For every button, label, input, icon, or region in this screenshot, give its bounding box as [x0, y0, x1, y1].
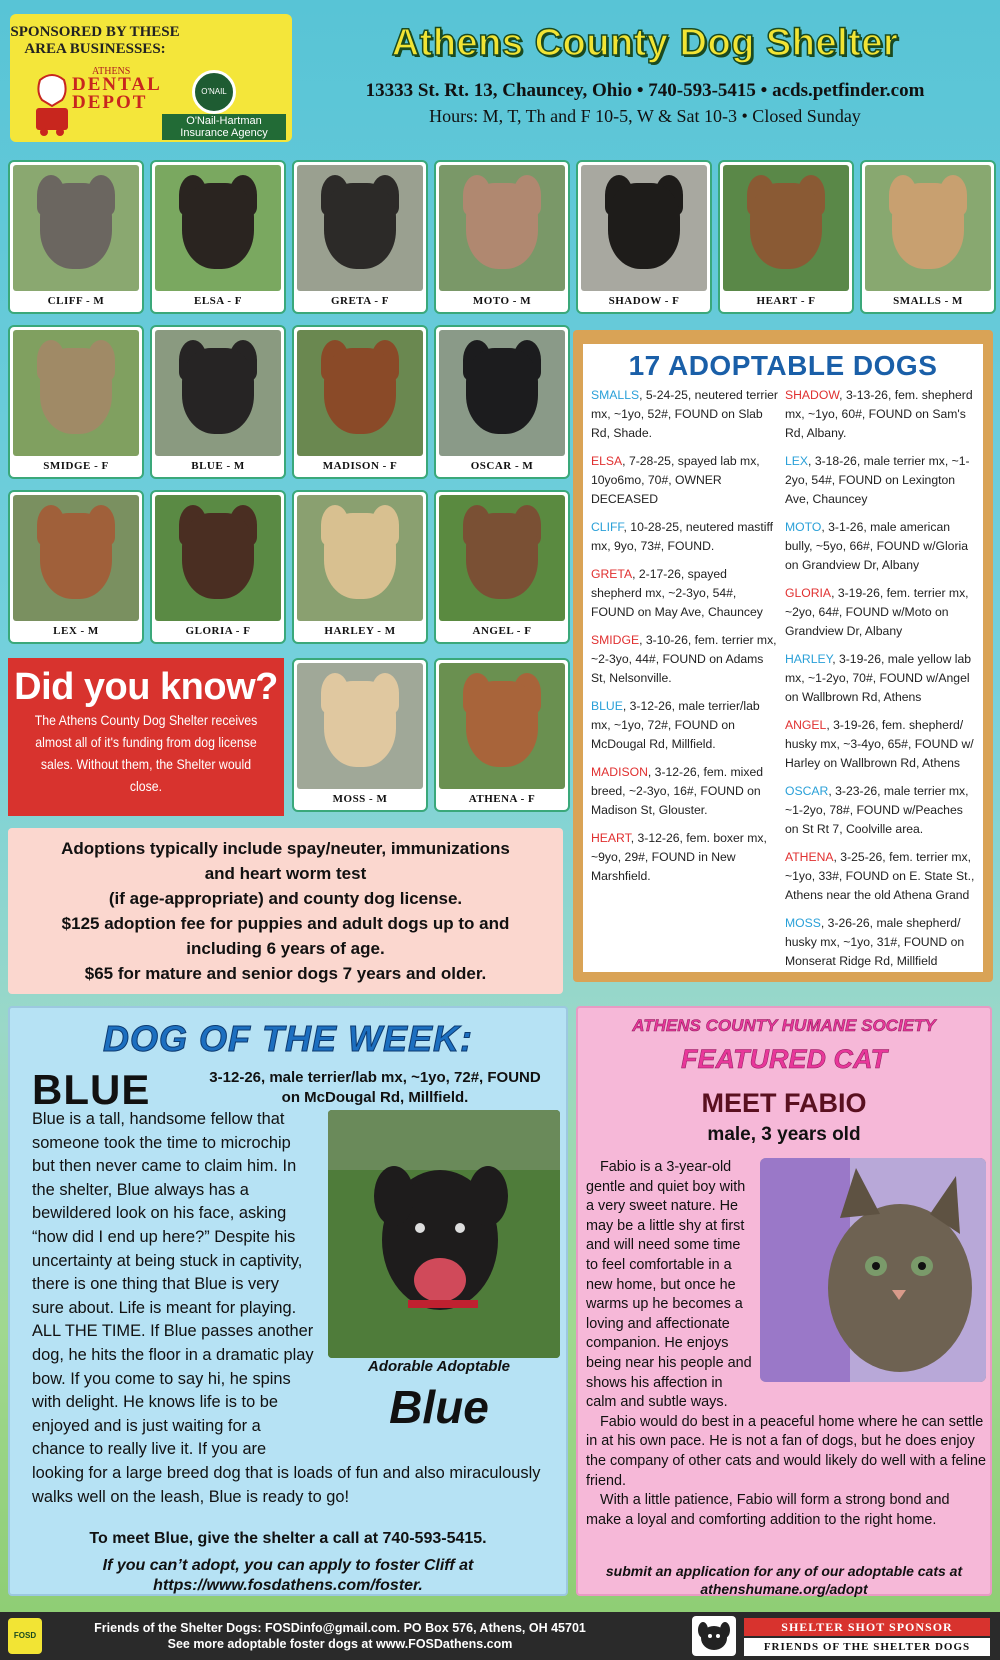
footer-contact	[80, 1620, 600, 1652]
humane-society-name: ATHENS COUNTY HUMANE SOCIETY	[632, 1016, 936, 1035]
adopt-line: (if age-appropriate) and county dog license.	[108, 889, 463, 908]
dog-photo	[155, 165, 281, 291]
foster-info: If you can’t adopt, you can apply to foster Cliff at https://www.fosdathens.com/foster.	[102, 1557, 474, 1594]
list-entry-text: , 3-12-26, fem. mixed breed, ~2-3yo, 16#, FOUND on Madison St, Glouster.	[591, 765, 764, 817]
tooth-icon	[32, 70, 72, 136]
fabio-photo	[760, 1158, 986, 1382]
list-entry-text: , 10-28-25, neutered mastiff mx, 9yo, 73#, FOUND.	[591, 520, 774, 553]
list-entry	[591, 631, 781, 688]
adopt-line: $125 adoption fee for puppies and adult dogs up to and	[61, 914, 510, 933]
list-entry-text: , 7-28-25, spayed lab mx, 10yo6mo, 70#, OWNER DECEASED	[591, 454, 760, 506]
dog-face-icon	[466, 681, 538, 767]
list-entry	[785, 518, 975, 575]
list-entry	[785, 386, 975, 443]
list-entry-name: BLUE	[591, 699, 623, 713]
dog-photo	[297, 330, 423, 456]
shelter-hours: Hours: M, T, Th and F 10-5, W & Sat 10-3 • Closed Sunday	[429, 106, 861, 126]
dog-of-week-info: 3-12-26, male terrier/lab mx, ~1yo, 72#, FOUND on McDougal Rd, Millfield.	[209, 1069, 541, 1106]
dental-sub: ATHENS	[92, 66, 131, 77]
cat-photo-icon	[760, 1158, 986, 1382]
dog-card[interactable]	[576, 160, 712, 314]
dog-photo	[155, 495, 281, 621]
list-column-left	[591, 386, 781, 980]
shelter-shot-sponsor-name: FRIENDS OF THE SHELTER DOGS	[744, 1638, 990, 1656]
cat-description	[586, 1158, 986, 1530]
list-entry-name: HARLEY	[785, 652, 833, 666]
list-entry-text: , 3-18-26, male terrier mx, ~1-2yo, 54#, FOUND on Lexington Ave, Chauncey	[785, 454, 970, 506]
dog-caption: GLORIA - F	[185, 625, 251, 637]
dog-caption: MADISON - F	[322, 460, 398, 472]
adoptable-list	[583, 344, 983, 972]
featured-cat	[576, 1006, 992, 1596]
dental-depot-logo	[32, 66, 172, 136]
adopt-line: Adoptions typically include spay/neuter, immunizations	[61, 839, 510, 858]
dog-face-icon	[182, 513, 254, 599]
dog-caption: ATHENA - F	[468, 793, 536, 805]
dog-face-icon	[466, 348, 538, 434]
cat-application-link[interactable]: submit an application for any of our adoptable cats at athenshumane.org/adopt	[605, 1563, 963, 1597]
dog-caption: HARLEY - M	[324, 625, 396, 637]
dog-caption: OSCAR - M	[470, 460, 534, 472]
onail-hartman-logo	[162, 70, 286, 138]
list-entry	[785, 452, 975, 509]
list-entry-text: , 3-12-26, fem. boxer mx, ~9yo, 29#, FOUND in New Marshfield.	[591, 831, 767, 883]
adoptable-list-title: 17 ADOPTABLE DOGS	[628, 350, 938, 381]
list-entry	[591, 697, 781, 754]
dog-photo	[439, 165, 565, 291]
dog-photo	[297, 165, 423, 291]
dog-card[interactable]	[8, 325, 144, 479]
dog-card[interactable]	[150, 490, 286, 644]
dog-card[interactable]	[292, 325, 428, 479]
dog-face-icon	[750, 183, 822, 269]
dog-caption: ELSA - F	[193, 295, 242, 307]
dog-face-icon	[324, 348, 396, 434]
dog-caption: ANGEL - F	[472, 625, 532, 637]
dog-photo	[13, 495, 139, 621]
call-to-meet: To meet Blue, give the shelter a call at 740-593-5415.	[89, 1530, 487, 1547]
dog-face-icon	[324, 681, 396, 767]
dog-photo	[13, 330, 139, 456]
list-entry-name: MADISON	[591, 765, 648, 779]
dog-of-week-title: DOG OF THE WEEK:	[103, 1018, 473, 1059]
dog-caption: CLIFF - M	[47, 295, 105, 307]
dog-caption: SMALLS - M	[893, 295, 963, 307]
dog-face-icon	[608, 183, 680, 269]
cat-subtitle: male, 3 years old	[707, 1124, 861, 1145]
dog-face-icon	[40, 183, 112, 269]
list-entry	[591, 452, 781, 509]
dog-caption: SHADOW - F	[608, 295, 680, 307]
dog-face-icon	[892, 183, 964, 269]
dog-caption: MOSS - M	[332, 793, 388, 805]
list-entry-text: , 3-1-26, male american bully, ~5yo, 66#, FOUND w/Gloria on Grandview Dr, Albany	[785, 520, 968, 572]
list-entry-name: MOTO	[785, 520, 822, 534]
list-entry-name: LEX	[785, 454, 809, 468]
list-entry	[591, 565, 781, 622]
cat-paragraph-3: With a little patience, Fabio will form a strong bond and make a loyal and comforting addition to the right home.	[586, 1492, 950, 1528]
list-entry-name: SHADOW	[785, 388, 840, 402]
list-entry	[591, 763, 781, 820]
dog-photo	[581, 165, 707, 291]
footer	[0, 1612, 1000, 1660]
dog-face-icon	[182, 183, 254, 269]
list-entry	[591, 386, 781, 443]
dog-photo	[865, 165, 991, 291]
list-entry-text: , 2-17-26, spayed shepherd mx, ~2-3yo, 54#, FOUND on May Ave, Chauncey	[591, 567, 763, 619]
did-you-know-box	[8, 658, 284, 816]
dog-of-week-story: Blue is a tall, handsome fellow that someone took the time to microchip but then never came to claim him. In the shelter, Blue always has a bewildered look on his face, asking “how did I end up here?” Despite his uncertainty at being stuck in captivity, there is one thing that Blue is very sure about. Life is meant for playing. ALL THE TIME. If Blue passes another dog, he hits the floor in a dramatic play bow. If you come to say hi, he spins with delight. He knows life is to be enjoyed and is just waiting for a chance to really live it. If you are looking for a large breed dog that is loads of fun and also miraculously walks well on the leash, Blue is ready to go!	[32, 1110, 541, 1506]
list-entry	[785, 914, 975, 971]
dog-caption: MOTO - M	[472, 295, 532, 307]
list-entry-text: , 3-26-26, male shepherd/ husky mx, ~1yo, 31#, FOUND on Monserat Ridge Rd, Millfield	[785, 916, 965, 968]
dog-face-icon	[466, 183, 538, 269]
cat-name: MEET FABIO	[701, 1088, 867, 1118]
blue-big-name: Blue	[389, 1381, 489, 1433]
dog-of-the-week	[8, 1006, 568, 1596]
list-entry-text: , 3-10-26, fem. terrier mx, ~2-3yo, 44#, FOUND on Adams St, Nelsonville.	[591, 633, 777, 685]
list-entry	[591, 518, 781, 556]
cat-paragraph-1: Fabio is a 3-year-old gentle and quiet boy with a very sweet nature. He may be a little shy at first and will need some time to feel comfortable in a new home, but once he warms up he becomes a loving and affectionate companion. He enjoys being near his people and shows his affection in calm and subtle ways.	[586, 1159, 752, 1411]
dog-caption: SMIDGE - F	[43, 460, 109, 472]
dog-card[interactable]	[434, 325, 570, 479]
dog-of-week-body	[32, 1108, 560, 1509]
dog-card[interactable]	[718, 160, 854, 314]
list-column-right	[785, 386, 975, 980]
adoptable-list-board	[573, 330, 993, 982]
dog-caption: LEX - M	[53, 625, 99, 637]
dog-photo	[439, 663, 565, 789]
dog-caption: GRETA - F	[330, 295, 390, 307]
blue-photo	[328, 1110, 560, 1358]
dog-card[interactable]	[292, 490, 428, 644]
dog-face-icon	[466, 513, 538, 599]
dog-face-icon	[324, 513, 396, 599]
dog-photo	[439, 495, 565, 621]
sponsor-title: SPONSORED BY THESE AREA BUSINESSES:	[10, 24, 180, 57]
list-entry-text: , 3-19-26, fem. terrier mx, ~2yo, 64#, FOUND w/Moto on Grandview Dr, Albany	[785, 586, 969, 638]
fosd-logo: FOSD	[8, 1618, 42, 1654]
dog-card[interactable]	[434, 160, 570, 314]
adopt-line: including 6 years of age.	[186, 939, 385, 958]
adopt-line: and heart worm test	[204, 864, 367, 883]
dog-silhouette-icon	[692, 1616, 736, 1656]
dog-caption: BLUE - M	[191, 460, 245, 472]
dog-card[interactable]	[860, 160, 996, 314]
cat-paragraph-2: Fabio would do best in a peaceful home where he can settle in at his own pace. He is not a fan of dogs, but he does enjoy the company of other cats and would likely do well with a feline friend.	[586, 1413, 986, 1489]
list-entry-name: ANGEL	[785, 718, 827, 732]
dog-photo	[13, 165, 139, 291]
list-entry-text: , 3-25-26, fem. terrier mx, ~1yo, 33#, FOUND on E. State St., Athens near the old Athena Grand	[785, 850, 975, 902]
shelter-address: 13333 St. Rt. 13, Chauncey, Ohio • 740-593-5415 • acds.petfinder.com	[365, 80, 925, 101]
dog-caption: HEART - F	[756, 295, 816, 307]
dental-name: DENTAL DEPOT	[72, 74, 161, 113]
adorable-adoptable: Adorable Adoptable	[368, 1358, 510, 1375]
list-entry-text: , 3-13-26, fem. shepherd mx, ~1yo, 60#, FOUND on Sam's Rd, Albany.	[785, 388, 973, 440]
list-entry-name: GLORIA	[785, 586, 832, 600]
list-entry-text: , 3-19-26, fem. shepherd/ husky mx, ~3-4yo, 65#, FOUND w/ Harley on Wallbrown Rd, Athens	[785, 718, 974, 770]
footer-line-1: Friends of the Shelter Dogs: FOSDinfo@gmail.com. PO Box 576, Athens, OH 45701	[94, 1621, 586, 1635]
dog-face-icon	[324, 183, 396, 269]
list-entry-name: MOSS	[785, 916, 821, 930]
dog-of-week-name: BLUE	[32, 1066, 151, 1113]
dog-card[interactable]	[292, 658, 428, 812]
dog-photo	[439, 330, 565, 456]
shelter-shot-sponsor: SHELTER SHOT SPONSOR	[744, 1618, 990, 1636]
dog-card[interactable]	[434, 490, 570, 644]
list-entry-name: OSCAR	[785, 784, 829, 798]
list-entry-name: ELSA	[591, 454, 623, 468]
list-entry	[785, 650, 975, 707]
dog-photo	[297, 663, 423, 789]
tree-seal-icon: O'NAIL	[192, 70, 236, 114]
list-entry	[785, 848, 975, 905]
list-entry-name: GRETA	[591, 567, 633, 581]
featured-cat-title: FEATURED CAT	[681, 1044, 887, 1074]
dog-face-icon	[40, 348, 112, 434]
list-entry-name: SMIDGE	[591, 633, 640, 647]
dog-card[interactable]	[8, 160, 144, 314]
dog-card[interactable]	[292, 160, 428, 314]
list-entry-name: SMALLS	[591, 388, 640, 402]
sponsor-box	[10, 14, 292, 142]
list-entry-name: HEART	[591, 831, 631, 845]
dog-photo-icon	[328, 1110, 560, 1358]
dog-card[interactable]	[150, 325, 286, 479]
adopt-line: $65 for mature and senior dogs 7 years and older.	[84, 964, 487, 983]
list-entry-text: , 3-12-26, male terrier/lab mx, ~1yo, 72#, FOUND on McDougal Rd, Millfield.	[591, 699, 760, 751]
list-entry	[785, 782, 975, 839]
onail-name: O'Nail-Hartman Insurance Agency	[162, 114, 286, 140]
dog-photo	[297, 495, 423, 621]
list-entry-name: ATHENA	[785, 850, 834, 864]
list-entry-text: , 5-24-25, neutered terrier mx, ~1yo, 52#, FOUND on Slab Rd, Shade.	[591, 388, 778, 440]
footer-line-2[interactable]: See more adoptable foster dogs at www.FOSDathens.com	[167, 1637, 513, 1651]
list-entry	[591, 829, 781, 886]
dog-face-icon	[40, 513, 112, 599]
page-title: Athens County Dog Shelter	[391, 22, 899, 64]
did-you-know-title: Did you know?	[14, 666, 278, 708]
list-entry	[785, 584, 975, 641]
dog-card[interactable]	[150, 160, 286, 314]
adoption-info	[8, 828, 563, 994]
dog-photo	[723, 165, 849, 291]
dog-face-icon	[182, 348, 254, 434]
did-you-know-text: The Athens County Dog Shelter receives almost all of it's funding from dog license sales. Without them, the Shelter would close.	[34, 712, 258, 794]
dog-card[interactable]	[434, 658, 570, 812]
list-entry-text: , 3-23-26, male terrier mx, ~1-2yo, 78#, FOUND w/Peaches on St Rt 7, Coolville area.	[785, 784, 969, 836]
dog-photo	[155, 330, 281, 456]
list-entry-text: , 3-19-26, male yellow lab mx, ~1-2yo, 70#, FOUND w/Angel on Wallbrown Rd, Athens	[785, 652, 972, 704]
list-entry-name: CLIFF	[591, 520, 624, 534]
dog-card[interactable]	[8, 490, 144, 644]
list-entry	[785, 716, 975, 773]
